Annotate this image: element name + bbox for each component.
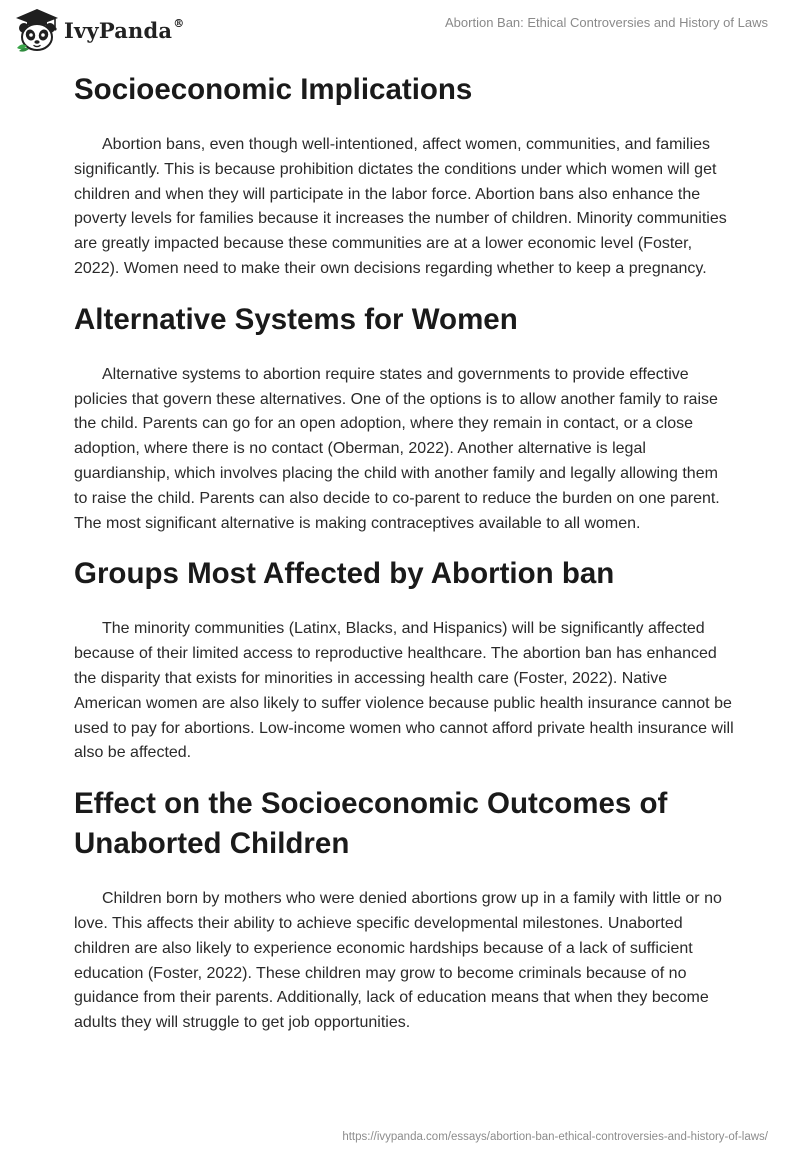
section-paragraph: Children born by mothers who were denied abortions grow up in a family with little or no love. This affects their ability to achieve specific developmental milestones. Unaborted children are also likely to experience economic hardships because of a lack of sufficient education (Foster, 2022). These children may grow to become criminals because of no guidance from their parents. Additionally, lack of education means that when they become adults they will struggle to get job opportunities. bbox=[74, 890, 722, 1032]
section-groups-most-affected bbox=[74, 554, 734, 766]
section-heading: Alternative Systems for Women bbox=[74, 302, 518, 336]
ivypanda-logo[interactable] bbox=[14, 8, 184, 52]
logo-wordmark bbox=[64, 18, 184, 43]
section-socioeconomic-implications bbox=[74, 70, 734, 282]
panda-graduate-icon bbox=[14, 8, 60, 52]
logo-text: IvyPanda bbox=[64, 17, 173, 43]
section-heading: Socioeconomic Implications bbox=[74, 73, 473, 106]
page-header bbox=[0, 0, 800, 60]
section-alternative-systems bbox=[74, 300, 734, 537]
source-url-link[interactable]: https://ivypanda.com/essays/abortion-ban-ethical-controversies-and-history-of-laws/ bbox=[342, 1131, 768, 1143]
section-paragraph: Abortion bans, even though well-intentioned, affect women, communities, and families significantly. This is because prohibition dictates the conditions under which women will get children and when they will participate in the labor force. Abortion bans also enhance the poverty levels for families because it increases the number of children. Minority communities are greatly impacted because these communities are at a lower economic level (Foster, 2022). Women need to make their own decisions regarding whether to keep a pregnancy. bbox=[74, 136, 727, 277]
section-heading: Groups Most Affected by Abortion ban bbox=[74, 557, 615, 591]
section-paragraph: The minority communities (Latinx, Blacks, and Hispanics) will be significantly affected because of their limited access to reproductive healthcare. The abortion ban has enhanced the disparity that exists for minorities in accessing health care (Foster, 2022). Native American women are also likely to suffer violence because public health insurance cannot be used to pay for abortions. Low-income women who cannot afford private health insurance will also be affected. bbox=[74, 620, 734, 762]
registered-mark: ® bbox=[173, 16, 185, 30]
section-effect-on-unaborted-children bbox=[74, 784, 734, 1036]
section-paragraph: Alternative systems to abortion require states and governments to provide effective policies that govern these alternatives. One of the options is to allow another family to raise the child. Parents can go for an open adoption, where they remain in contact, or a close adoption, where there is no contact (Oberman, 2022). Another alternative is legal guardianship, which involves placing the child with another family and legally allowing them to raise the child. Parents can also decide to co-parent to reduce the burden on one parent. The most significant alternative is making contraceptives available to all women. bbox=[74, 365, 720, 532]
section-heading: Effect on the Socioeconomic Outcomes of Unaborted Children bbox=[74, 787, 668, 861]
running-title: Abortion Ban: Ethical Controversies and History of Laws bbox=[445, 15, 768, 30]
essay-body bbox=[74, 70, 734, 1036]
